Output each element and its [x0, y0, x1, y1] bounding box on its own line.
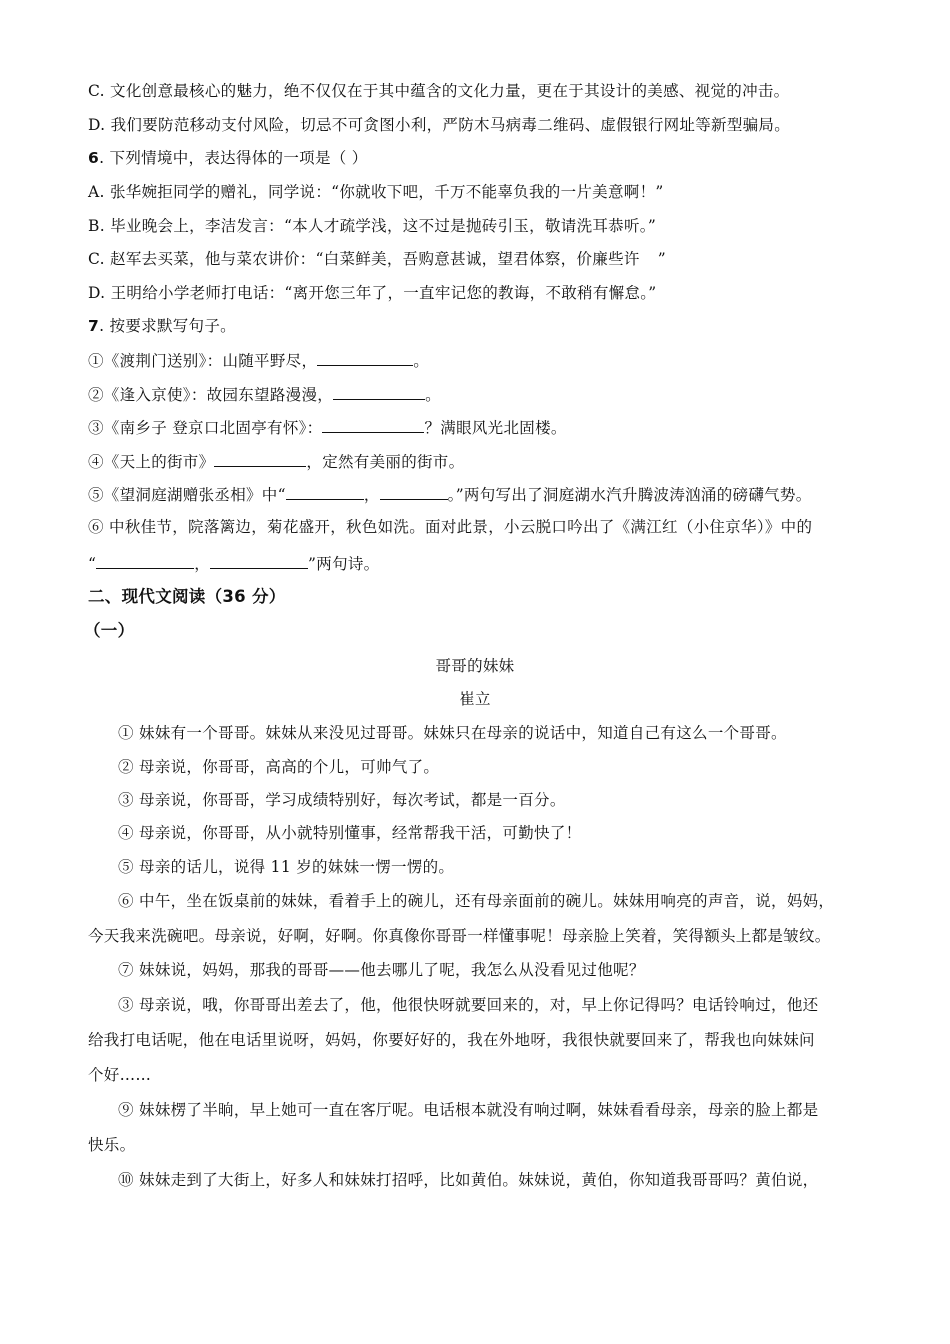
paragraph-8-line-1: ③ 母亲说，哦，你哥哥出差去了，他，他很快呀就要回来的，对，早上你记得吗？电话铃响过，他还 [118, 996, 819, 1014]
q7-item-6-open: “ [88, 555, 97, 573]
q7-item-4-end: ，定然有美丽的街市。 [306, 453, 465, 471]
q6-stem [88, 147, 368, 169]
q6-option-c-close: ” [657, 250, 666, 268]
paragraph-9-line-2: 快乐。 [88, 1136, 136, 1154]
section-part: （一） [84, 621, 135, 640]
paragraph-8-line-2: 给我打电话呢，他在电话里说呀，妈妈，你要好好的，我在外地呀，我很快就要回来了，帮我也向妹妹问 [88, 1031, 815, 1049]
paragraph-9-line-1: ⑨ 妹妹楞了半晌，早上她可一直在客厅呢。电话根本就没有响过啊，妹妹看看母亲，母亲的脸上都是 [118, 1101, 819, 1119]
q5-option-d: D. 我们要防范移动支付风险，切忌不可贪图小利，严防木马病毒二维码、虚假银行网址等新型骗局。 [88, 116, 791, 134]
q7-item-2-end: 。 [425, 386, 441, 404]
q7-item-2 [88, 383, 441, 406]
paragraph-6-line-1: ⑥ 中午，坐在饭桌前的妹妹，看着手上的碗儿，还有母亲面前的碗儿。妹妹用响亮的声音，说，妈妈， [118, 892, 835, 910]
q7-item-4-prompt: ④《天上的街市》 [88, 453, 215, 471]
paragraph-4: ④ 母亲说，你哥哥，从小就特别懂事，经常帮我干活，可勤快了！ [118, 824, 582, 842]
paragraph-5: ⑤ 母亲的话儿，说得 11 岁的妹妹一愣一愣的。 [118, 858, 455, 876]
article-title: 哥哥的妹妹 [435, 657, 515, 675]
q6-option-a: A. 张华婉拒同学的赠礼，同学说：“你就收下吧，千万不能辜负我的一片美意啊！” [88, 183, 664, 201]
q6-stem-text: . 下列情境中，表达得体的一项是（ ） [99, 149, 368, 167]
q6-option-b: B. 毕业晚会上，李洁发言：“本人才疏学浅，这不过是抛砖引玉，敬请洗耳恭听。” [88, 217, 657, 235]
q7-number: 7 [88, 317, 100, 335]
q7-item-6-blanks [88, 552, 379, 575]
q7-item-5-prompt: ⑤《望洞庭湖赠张丞相》中“ [88, 486, 286, 504]
q5-option-c: C. 文化创意最核心的魅力，绝不仅仅在于其中蕴含的文化力量，更在于其设计的美感、视觉的冲击。 [88, 82, 790, 100]
q7-stem [88, 315, 236, 337]
answer-blank[interactable] [322, 416, 424, 433]
q7-item-5-end: 。”两句写出了洞庭湖水汽升腾波涛汹涌的磅礴气势。 [447, 486, 812, 504]
q7-item-1 [88, 349, 429, 372]
q7-item-6-end: ”两句诗。 [308, 555, 380, 573]
q6-option-d: D. 王明给小学老师打电话：“离开您三年了，一直牢记您的教诲，不敢稍有懈怠。” [88, 284, 657, 302]
q7-item-2-prompt: ②《逢入京使》：故园东望路漫漫， [88, 386, 334, 404]
q7-item-5 [88, 483, 812, 506]
paragraph-10: ⑩ 妹妹走到了大街上，好多人和妹妹打招呼，比如黄伯。妹妹说，黄伯，你知道我哥哥吗？黄伯说， [118, 1171, 819, 1189]
q7-item-1-prompt: ①《渡荆门送别》：山随平野尽， [88, 352, 318, 370]
answer-blank[interactable] [96, 552, 194, 569]
q7-item-3-end: ？满眼风光北固楼。 [424, 419, 567, 437]
answer-blank[interactable] [286, 483, 364, 500]
paragraph-2: ② 母亲说，你哥哥，高高的个儿，可帅气了。 [118, 758, 440, 776]
answer-blank[interactable] [317, 349, 413, 366]
paragraph-8-line-3: 个好…… [88, 1066, 152, 1084]
answer-blank[interactable] [333, 383, 425, 400]
section-heading: 二、现代文阅读（36 分） [88, 587, 286, 606]
q7-item-6: ⑥ 中秋佳节，院落篱边，菊花盛开，秋色如洗。面对此景，小云脱口吟出了《满江红（小住京华）》中的 [88, 518, 813, 536]
q7-item-3-prompt: ③《南乡子 登京口北固亭有怀》： [88, 419, 323, 437]
paragraph-7: ⑦ 妹妹说，妈妈，那我的哥哥——他去哪儿了呢，我怎么从没看见过他呢？ [118, 961, 645, 979]
article-author: 崔立 [459, 690, 491, 708]
q6-option-c [88, 248, 666, 270]
q7-item-1-end: 。 [413, 352, 430, 370]
answer-blank[interactable] [210, 552, 308, 569]
q6-number: 6 [88, 149, 100, 167]
q7-stem-text: . 按要求默写句子。 [99, 317, 236, 335]
paragraph-6-line-2: 今天我来洗碗吧。母亲说，好啊，好啊。你真像你哥哥一样懂事呢！母亲脸上笑着，笑得额头上都是皱纹。 [88, 927, 831, 945]
q7-item-3 [88, 416, 567, 439]
q6-option-c-text: C. 赵军去买菜，他与菜农讲价：“白菜鲜美，吾购意甚诚，望君体察，价廉些许 [88, 250, 640, 268]
q7-item-4 [88, 450, 464, 473]
q7-item-5-comma: ， [363, 486, 380, 504]
answer-blank[interactable] [214, 450, 306, 467]
answer-blank[interactable] [380, 483, 448, 500]
q7-item-6-comma: ， [194, 555, 211, 573]
paragraph-3: ③ 母亲说，你哥哥，学习成绩特别好，每次考试，都是一百分。 [118, 791, 566, 809]
paragraph-1: ① 妹妹有一个哥哥。妹妹从来没见过哥哥。妹妹只在母亲的说话中，知道自己有这么一个哥哥。 [118, 724, 787, 742]
